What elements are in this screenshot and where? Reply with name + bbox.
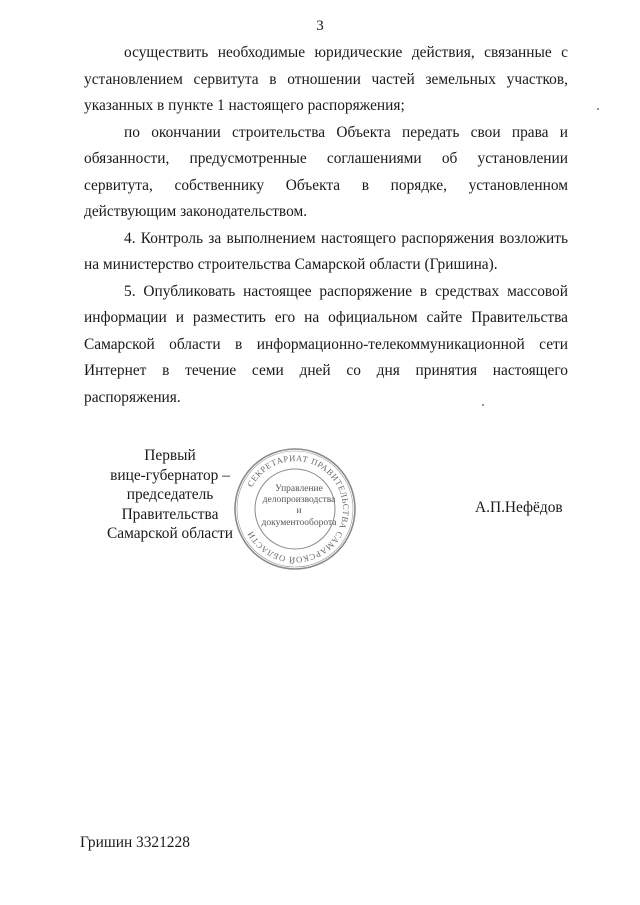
document-body [84, 40, 568, 411]
paragraph-legal-actions: осуществить необходимые юридические действия, связанные с установлением сервитута в отношении частей земельных участков, указанных в пункте 1 настоящего распоряжения; [84, 44, 568, 114]
stamp-ring-text: СЕКРЕТАРИАТ ПРАВИТЕЛЬСТВА САМАРСКОЙ ОБЛАСТИ [244, 452, 352, 566]
signatory-position [80, 446, 260, 544]
position-line: Первый [144, 447, 196, 464]
stamp-center-line: Управление [275, 484, 323, 494]
position-line: Самарской области [106, 525, 233, 542]
position-line: вице-губернатор – [110, 466, 230, 484]
scan-speck [482, 404, 484, 406]
paragraph-control: 4. Контроль за выполнением настоящего распоряжения возложить на министерство строительства Самарской области (Гришина). [84, 229, 568, 273]
paragraph-publish: 5. Опубликовать настоящее распоряжение в средствах массовой информации и разместить его на официальном сайте Правительства Самарской области в информационно-телекоммуникационной сети Интернет в течение семи дней со дня принятия настоящего распоряжения. [84, 282, 568, 406]
stamp-center-text [258, 484, 340, 529]
signer-name: А.П.Нефёдов [475, 499, 563, 516]
stamp-center-line: делопроизводства [262, 495, 336, 506]
stamp-center-line: и документооборота [261, 506, 337, 528]
position-line: председатель Правительства [121, 486, 219, 523]
scan-speck [597, 108, 599, 110]
executor-contact: Гришин 3321228 [80, 834, 190, 851]
paragraph-transfer-rights: по окончании строительства Объекта передать свои права и обязанности, предусмотренные соглашениями об установлении сервитута, собственнику Объекта в порядке, установленном действующим законодательством. [84, 123, 568, 220]
page-number: 3 [316, 18, 324, 34]
